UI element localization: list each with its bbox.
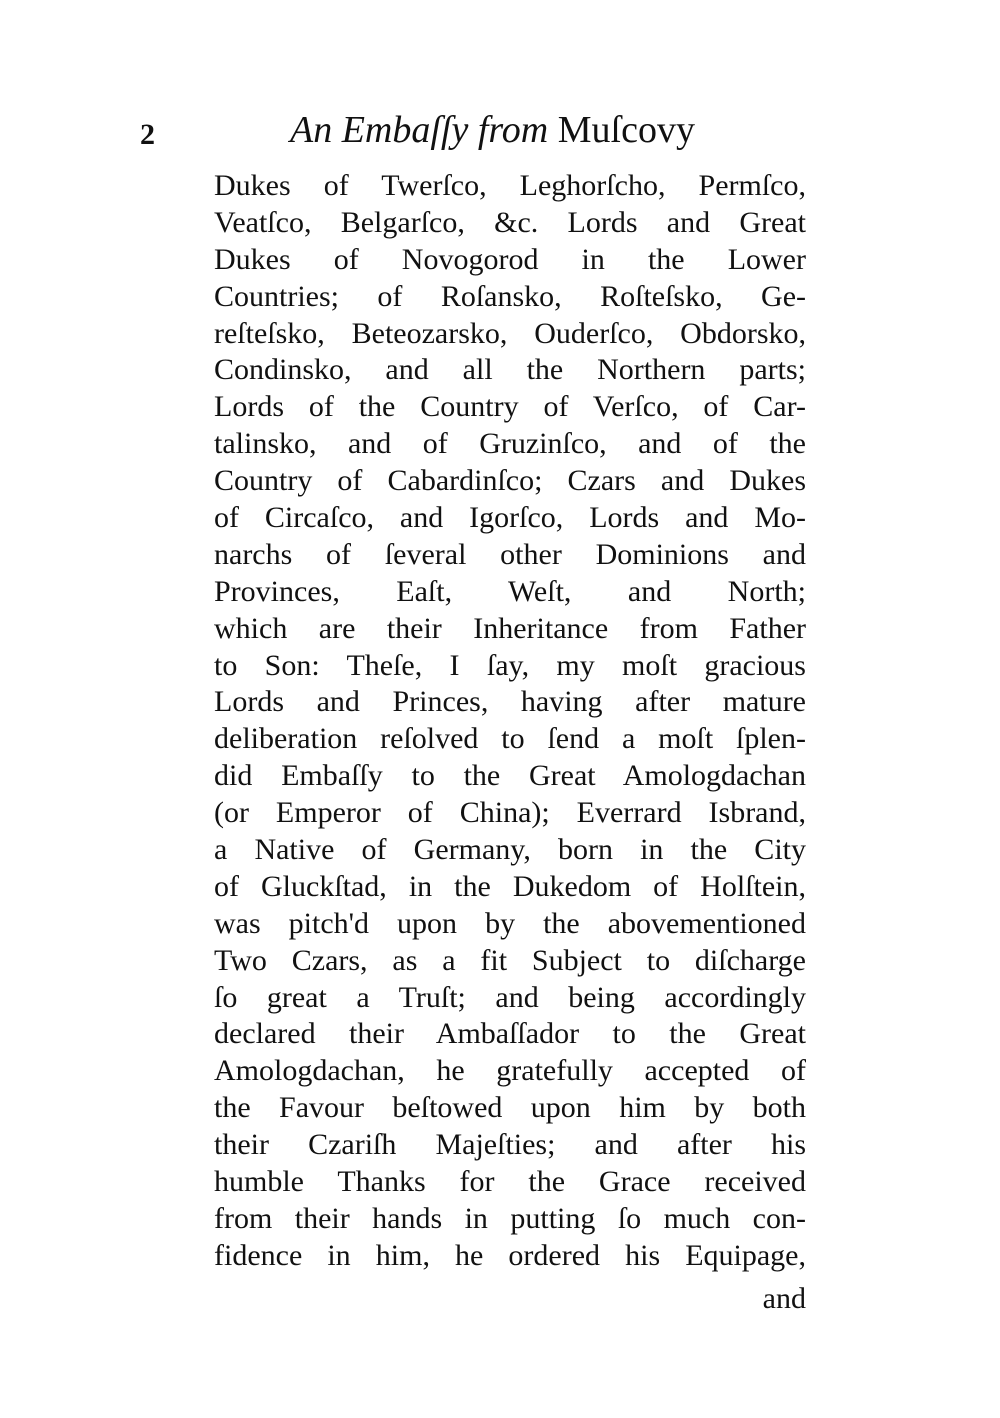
text-line: a Native of Germany, born in the City bbox=[214, 833, 806, 867]
text-line: Lords of the Country of Verſco, of Car- bbox=[214, 390, 806, 424]
text-line: deliberation reſolved to ſend a moſt ſplen- bbox=[214, 722, 806, 756]
text-line: reſteſsko, Beteozarsko, Ouderſco, Obdorsko, bbox=[214, 316, 806, 350]
body-text bbox=[214, 168, 806, 1275]
text-line: ſo great a Truſt; and being accordingly bbox=[214, 980, 806, 1014]
text-line: from their hands in putting ſo much con- bbox=[214, 1201, 806, 1235]
text-line: Amologdachan, he gratefully accepted of bbox=[214, 1054, 806, 1088]
text-line: their Czariſh Majeſties; and after his bbox=[214, 1128, 806, 1162]
text-line: of Gluckſtad, in the Dukedom of Holſtein, bbox=[214, 869, 806, 903]
text-line: talinsko, and of Gruzinſco, and of the bbox=[214, 427, 806, 461]
text-line: Provinces, Eaſt, Weſt, and North; bbox=[214, 574, 806, 608]
text-line: did Embaſſy to the Great Amologdachan bbox=[214, 759, 806, 793]
text-line: (or Emperor of China); Everrard Isbrand, bbox=[214, 796, 806, 830]
text-line: to Son: Theſe, I ſay, my moſt gracious bbox=[214, 648, 806, 682]
text-line: Country of Cabardinſco; Czars and Dukes bbox=[214, 464, 806, 498]
running-head-italic: An Embaſſy from bbox=[290, 109, 549, 151]
text-line: humble Thanks for the Grace received bbox=[214, 1165, 806, 1199]
running-head bbox=[290, 108, 695, 152]
text-line: Lords and Princes, having after mature bbox=[214, 685, 806, 719]
text-line: narchs of ſeveral other Dominions and bbox=[214, 537, 806, 571]
text-line: was pitch'd upon by the abovementioned bbox=[214, 906, 806, 940]
catchword: and bbox=[762, 1282, 806, 1315]
text-line: Dukes of Twerſco, Leghorſcho, Permſco, bbox=[214, 169, 806, 202]
text-line: Veatſco, Belgarſco, &c. Lords and Great bbox=[214, 205, 806, 239]
text-line: Dukes of Novogorod in the Lower bbox=[214, 242, 806, 276]
text-line: fidence in him, he ordered his Equipage, bbox=[214, 1238, 806, 1272]
text-line: the Favour beſtowed upon him by both bbox=[214, 1091, 806, 1125]
text-line: Countries; of Roſansko, Roſteſsko, Ge- bbox=[214, 279, 806, 313]
page-number: 2 bbox=[140, 118, 155, 151]
text-line: of Circaſco, and Igorſco, Lords and Mo- bbox=[214, 501, 806, 535]
running-head-roman: Muſcovy bbox=[557, 109, 695, 151]
text-line: Two Czars, as a fit Subject to diſcharge bbox=[214, 943, 806, 977]
text-line: declared their Ambaſſador to the Great bbox=[214, 1017, 806, 1051]
text-line: Condinsko, and all the Northern parts; bbox=[214, 353, 806, 387]
text-line: which are their Inheritance from Father bbox=[214, 611, 806, 645]
